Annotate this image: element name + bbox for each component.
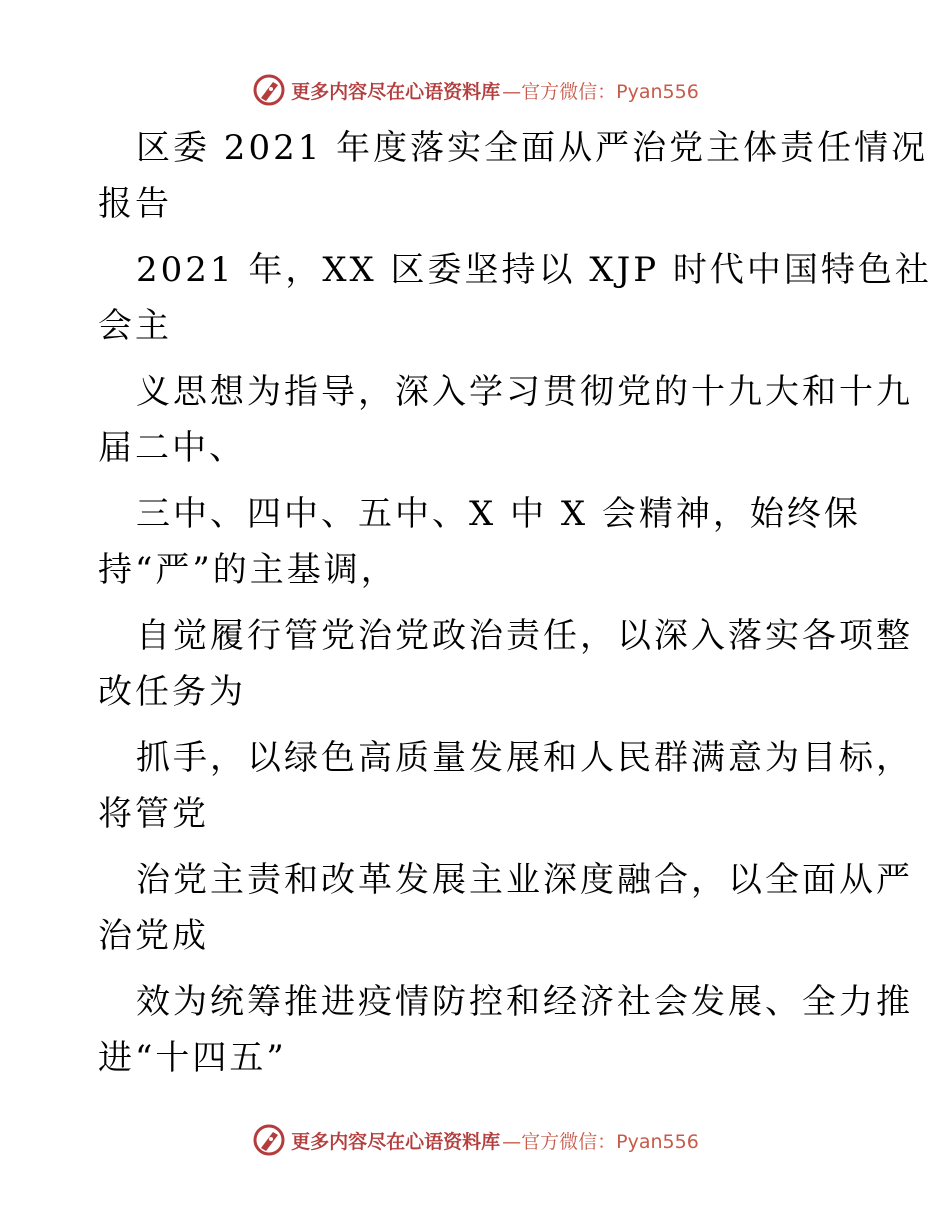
paragraph-line: 将管党 <box>98 794 209 834</box>
paragraph-line: 改任务为 <box>98 672 246 712</box>
pen-nib-circle-icon <box>251 72 287 108</box>
watermark-brand: 更多内容尽在心语资料库 <box>291 1130 501 1153</box>
paragraph-line: 治党主责和改革发展主业深度融合，以全面从严 <box>136 860 913 900</box>
paragraph-line: 自觉履行管党治党政治责任，以深入落实各项整 <box>136 616 913 656</box>
paragraph-line: 治党成 <box>98 916 209 956</box>
header-watermark <box>0 70 950 110</box>
paragraph-line: 效为统筹推进疫情防控和经济社会发展、全力推 <box>136 982 913 1022</box>
watermark-contact: —官方微信：Pyan556 <box>502 1130 699 1153</box>
footer-watermark <box>0 1120 950 1160</box>
document-body <box>98 120 932 1086</box>
title-line-1: 区委 2021 年度落实全面从严治党主体责任情况 <box>136 128 929 168</box>
paragraph-line: 进“十四五” <box>98 1038 287 1078</box>
paragraph-line: 义思想为指导，深入学习贯彻党的十九大和十九 <box>136 372 913 412</box>
paragraph-line: 届二中、 <box>98 428 246 468</box>
paragraph-line: 持“严”的主基调， <box>98 550 398 590</box>
watermark-contact: —官方微信：Pyan556 <box>502 80 699 103</box>
paragraph-line: 抓手，以绿色高质量发展和人民群满意为目标， <box>136 738 913 778</box>
title-line-2: 报告 <box>98 184 172 224</box>
paragraph-line: 2021 年，XX 区委坚持以 XJP 时代中国特色社 <box>136 250 932 290</box>
watermark-brand: 更多内容尽在心语资料库 <box>291 80 501 103</box>
pen-nib-circle-icon <box>251 1122 287 1158</box>
paragraph-line: 三中、四中、五中、X 中 X 会精神，始终保 <box>136 494 861 534</box>
paragraph-line: 会主 <box>98 306 172 346</box>
